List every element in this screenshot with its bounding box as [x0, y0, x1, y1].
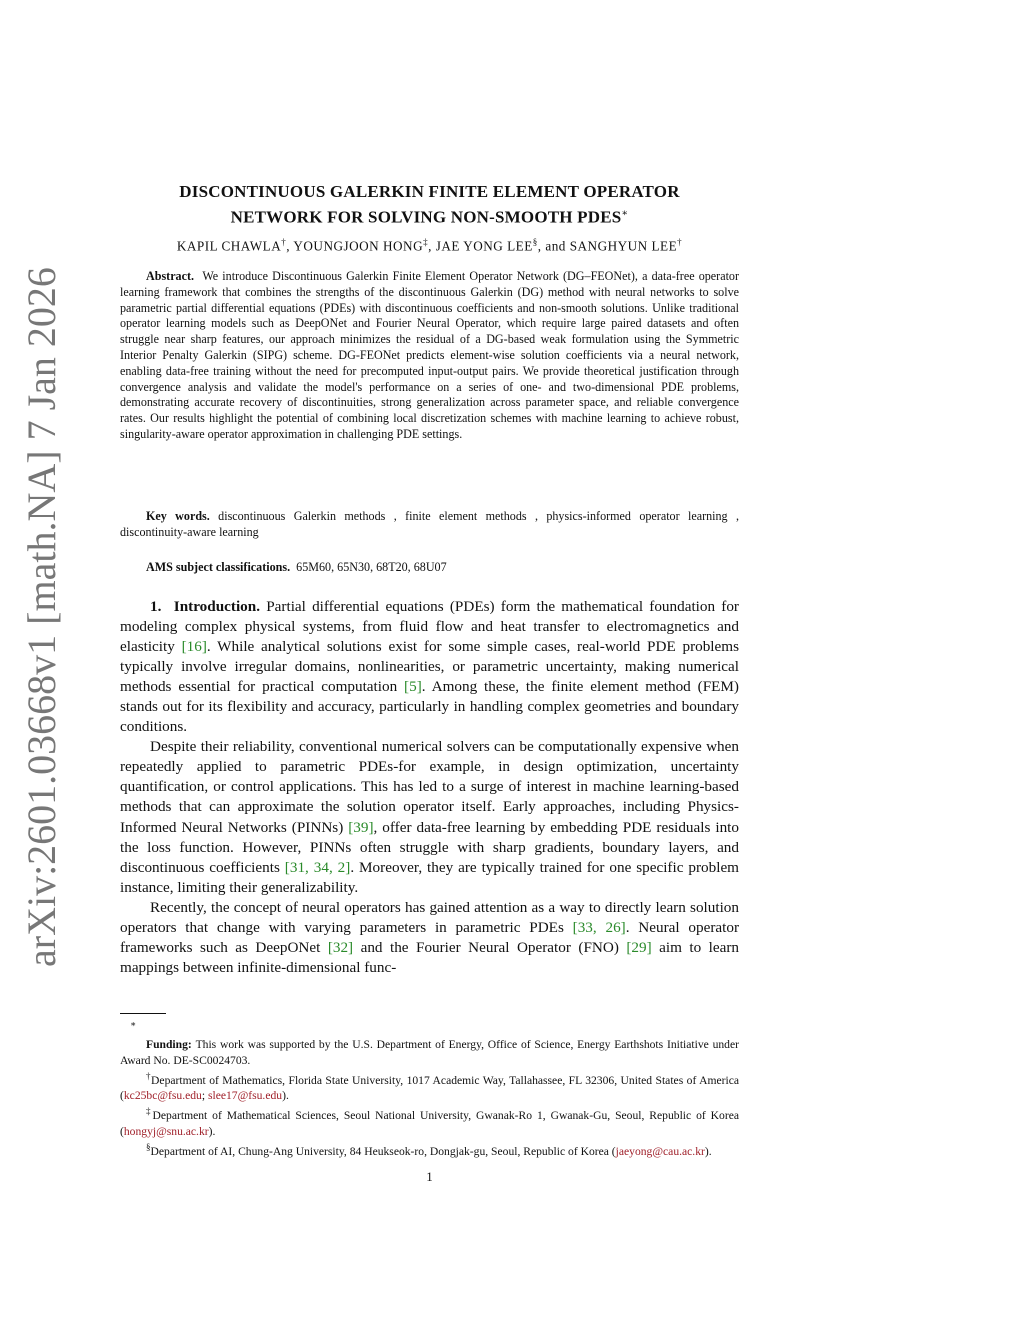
intro-paragraph-3: [120, 898, 739, 978]
author-name: SANGHYUN LEE: [569, 238, 678, 254]
paper-title: [120, 181, 739, 229]
footnote-mark: ∗: [130, 1019, 137, 1029]
footnote-text: ).: [282, 1089, 289, 1103]
citation-link[interactable]: [33, 26]: [572, 918, 626, 936]
footnote-star: [120, 1017, 739, 1037]
section-heading: Introduction.: [173, 598, 261, 615]
footnote-text: ;: [201, 1089, 208, 1103]
email-link[interactable]: kc25bc@fsu.edu: [123, 1089, 202, 1103]
ams-text: 65M60, 65N30, 68T20, 68U07: [296, 560, 447, 574]
abstract: [120, 269, 739, 443]
author-separator: , and: [537, 238, 570, 254]
footnote-affiliation-snu: [120, 1104, 739, 1140]
keywords: [120, 509, 739, 541]
paragraph-text: and the Fourier Neural Operator (FNO): [353, 938, 627, 956]
funding-text: This work was supported by the U.S. Department of Energy, Office of Science, Energy Earthshots Initiative under Award No. DE-SC0024703.: [120, 1037, 739, 1067]
citation-link[interactable]: [31, 34, 2]: [284, 858, 351, 876]
citation-link[interactable]: [32]: [327, 938, 354, 956]
title-line-2-text: NETWORK FOR SOLVING NON-SMOOTH PDES: [230, 207, 622, 227]
author-name: YOUNGJOON HONG: [293, 238, 424, 254]
author-affil-mark[interactable]: †: [281, 237, 287, 247]
abstract-label: Abstract.: [146, 269, 195, 283]
footnote-text: ).: [208, 1125, 216, 1139]
abstract-text: We introduce Discontinuous Galerkin Finite Element Operator Network (DG–FEONet), a data-free operator learning framework that combines the strengths of the discontinuous Galerkin (DG) method with neural networks to solve parametric partial differential equations (PDEs) with discontinuous coefficients and non-smooth solutions. Unlike traditional operator learning models such as DeepONet and Fourier Neural Operator, which require large paired datasets and often struggle near sharp features, our approach minimizes the residual of a DG-based weak formulation using the Symmetric Interior Penalty Galerkin (SIPG) scheme. DG-FEONet predicts element-wise solution coefficients via a neural network, enabling data-free training without the need for precomputed input-output pairs. We provide theoretical justification through convergence analysis and validate the model's performance on a series of one- and two-dimensional PDE problems, demonstrating accurate recovery of discontinuities, strong generalization across parameter space, and reliable convergence rates. Our results highlight the potential of combining local discretization schemes with machine learning to achieve robust, singularity-aware operator approximation in challenging PDE settings.: [120, 269, 740, 441]
email-link[interactable]: jaeyong@cau.ac.kr: [615, 1144, 705, 1158]
keywords-label: Key words.: [146, 509, 210, 523]
email-link[interactable]: slee17@fsu.edu: [207, 1089, 283, 1103]
citation-link[interactable]: [16]: [181, 638, 207, 656]
introduction-section: [120, 597, 739, 978]
footnote-mark: †: [146, 1070, 152, 1081]
title-line-1: DISCONTINUOUS GALERKIN FINITE ELEMENT OPERATOR: [179, 182, 680, 201]
author-affil-mark[interactable]: †: [677, 237, 683, 247]
arxiv-identifier-stamp: arXiv:2601.03668v1 [math.NA] 7 Jan 2026: [19, 267, 64, 967]
paragraph-text: Despite their reliability, conventional numerical solvers can be computationally expensive when repeatedly applied to parametric PDEs-for example, in design optimization, uncertainty quantification, or control applications. This has led to a surge of interest in machine learning-based methods that can approximate the solution operator itself. Early approaches, including Physics-Informed Neural Networks (PINNs): [120, 738, 739, 836]
author-list: [120, 233, 739, 255]
author-name: JAE YONG LEE: [435, 238, 533, 254]
citation-link[interactable]: [5]: [404, 678, 422, 696]
footnote-text: ).: [704, 1144, 712, 1158]
footnote-funding: [120, 1037, 739, 1069]
section-number: 1.: [150, 598, 162, 615]
paragraph-text: aim to learn mappings between infinite-dimensional func-: [120, 938, 739, 976]
title-footnote-mark[interactable]: ∗: [621, 208, 629, 219]
email-link[interactable]: hongyj@snu.ac.kr: [123, 1125, 209, 1139]
ams-classifications: [120, 560, 739, 576]
author-affil-mark[interactable]: ‡: [423, 237, 429, 247]
paragraph-text: . Neural operator frameworks such as DeepONet: [120, 918, 740, 956]
citation-link[interactable]: [29]: [626, 938, 652, 956]
citation-link[interactable]: [39]: [348, 818, 374, 836]
author-name: KAPIL CHAWLA: [176, 238, 282, 254]
page-number: 1: [426, 1169, 433, 1184]
footnote-affiliation-fsu: [120, 1069, 739, 1105]
footnote-divider: [120, 1013, 166, 1014]
title-line-2: [120, 203, 739, 229]
author-separator: ,: [286, 238, 294, 254]
footnote-text: Department of Mathematical Sciences, Seoul National University, Gwanak-Ro 1, Gwanak-Gu, Seoul, Republic of Korea (: [120, 1109, 739, 1139]
footnotes: [120, 1017, 739, 1160]
paragraph-text: . Among these, the finite element method (FEM) stands out for its flexibility and accuracy, particularly in handling complex geometries and boundary conditions.: [120, 678, 739, 736]
ams-label: AMS subject classifications.: [146, 560, 291, 574]
footnote-text: Department of AI, Chung-Ang University, 84 Heukseok-ro, Dongjak-gu, Seoul, Republic of Korea (: [150, 1144, 616, 1158]
author-affil-mark[interactable]: §: [532, 237, 538, 247]
intro-paragraph-1: [120, 597, 739, 737]
footnote-affiliation-cau: [120, 1140, 739, 1160]
footnote-mark: §: [146, 1141, 151, 1152]
footnote-mark: ‡: [146, 1106, 153, 1117]
funding-label: Funding:: [146, 1037, 192, 1051]
intro-paragraph-2: [120, 737, 739, 897]
paragraph-text: Recently, the concept of neural operators has gained attention as a way to directly learn solution operators that change with varying parameters in parametric PDEs: [120, 898, 739, 936]
keywords-text: discontinuous Galerkin methods , finite element methods , physics-informed operator learning , discontinuity-aware learning: [120, 509, 739, 539]
footnote-text: Department of Mathematics, Florida State University, 1017 Academic Way, Tallahassee, FL 32306, United States of America (: [120, 1073, 740, 1103]
paragraph-text: . Moreover, they are typically trained for one specific problem instance, limiting their generalizability.: [120, 858, 739, 896]
paragraph-text: , offer data-free learning by embedding PDE residuals into the loss function. However, PINNs often struggle with sharp gradients, boundary layers, and discontinuous coefficients: [120, 818, 739, 876]
author-separator: ,: [428, 238, 436, 254]
paragraph-text: . While analytical solutions exist for some simple cases, real-world PDE problems typically involve irregular domains, nonlinearities, or parametric uncertainty, making numerical methods essential for practical computation: [120, 638, 739, 696]
paragraph-text: Partial differential equations (PDEs) form the mathematical foundation for modeling complex physical systems, from fluid flow and heat transfer to electromagnetics and elasticity: [120, 598, 739, 656]
